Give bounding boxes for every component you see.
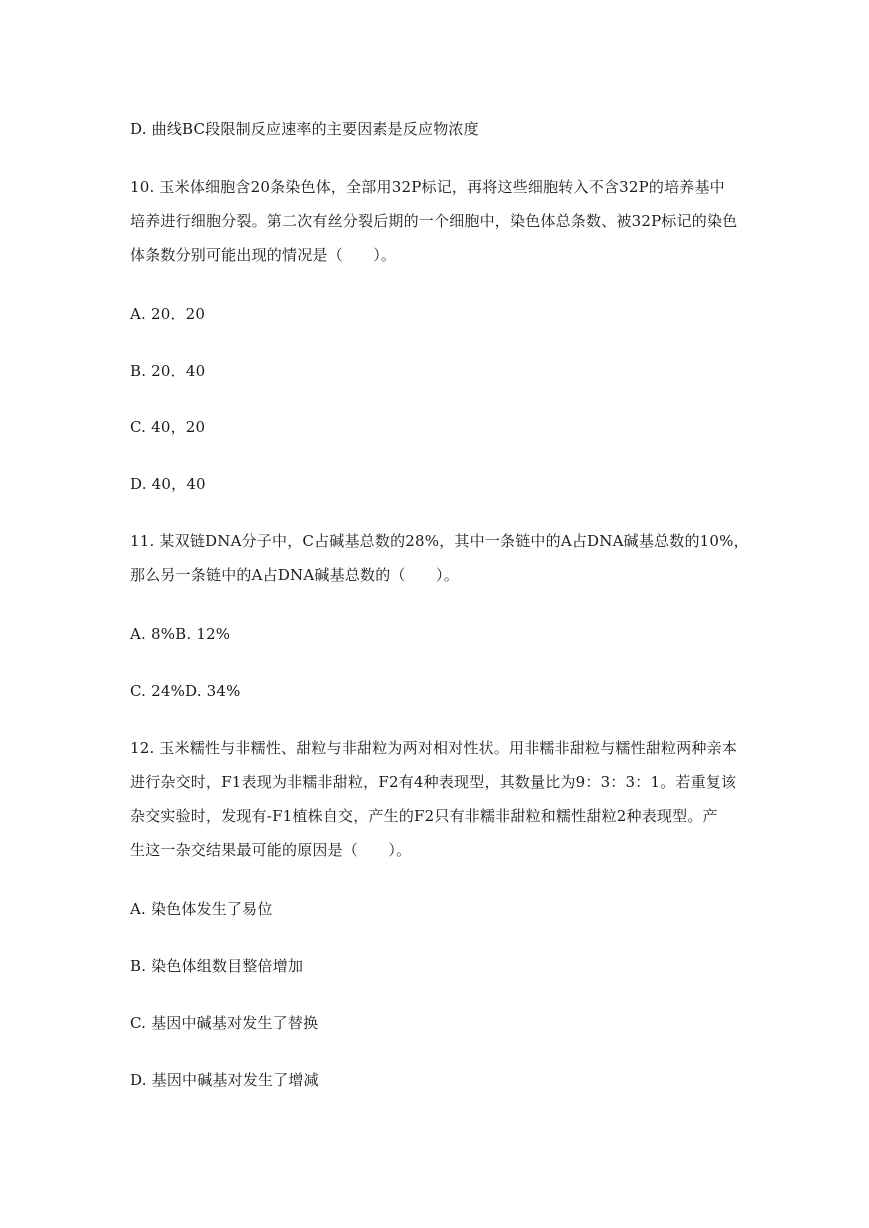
q11-stem-line-2: 那么另一条链中的A占DNA碱基总数的（ ）。 (130, 566, 459, 584)
q12-stem-line-1: 12. 玉米糯性与非糯性、甜粒与非甜粒为两对相对性状。用非糯非甜粒与糯性甜粒两种亲本 (130, 739, 738, 757)
q12-option-d: D. 基因中碱基对发生了增减 (130, 1071, 319, 1089)
q10-option-d: D. 40，40 (130, 475, 206, 493)
q11-stem-line-1: 11. 某双链DNA分子中，C占碱基总数的28%，其中一条链中的A占DNA碱基总数的10%， (130, 532, 749, 550)
q10-option-a: A. 20．20 (130, 305, 206, 323)
q12-option-c: C. 基因中碱基对发生了替换 (130, 1014, 319, 1032)
q10-stem-line-2: 培养进行细胞分裂。第二次有丝分裂后期的一个细胞中，染色体总条数、被32P标记的染色 (130, 212, 738, 230)
q9-option-d: D. 曲线BC段限制反应速率的主要因素是反应物浓度 (130, 120, 479, 138)
q12-stem-line-2: 进行杂交时，F1表现为非糯非甜粒，F2有4种表现型，其数量比为9：3：3：1。若重复该 (130, 773, 737, 791)
q12-option-a: A. 染色体发生了易位 (130, 900, 273, 918)
q10-stem-line-3: 体条数分别可能出现的情况是（ ）。 (130, 246, 397, 264)
q12-option-b: B. 染色体组数目整倍增加 (130, 957, 304, 975)
q12-stem-line-4: 生这一杂交结果最可能的原因是（ ）。 (130, 841, 412, 859)
q12-stem-line-3: 杂交实验时，发现有-F1植株自交，产生的F2只有非糯非甜粒和糯性甜粒2种表现型。产 (130, 807, 718, 825)
q11-options-ab: A. 8%B. 12% (130, 625, 231, 643)
q10-stem-line-1: 10. 玉米体细胞含20条染色体，全部用32P标记，再将这些细胞转入不含32P的培养基中 (130, 178, 725, 196)
q11-options-cd: C. 24%D. 34% (130, 682, 241, 700)
q10-option-c: C. 40，20 (130, 418, 206, 436)
q10-option-b: B. 20．40 (130, 362, 206, 380)
